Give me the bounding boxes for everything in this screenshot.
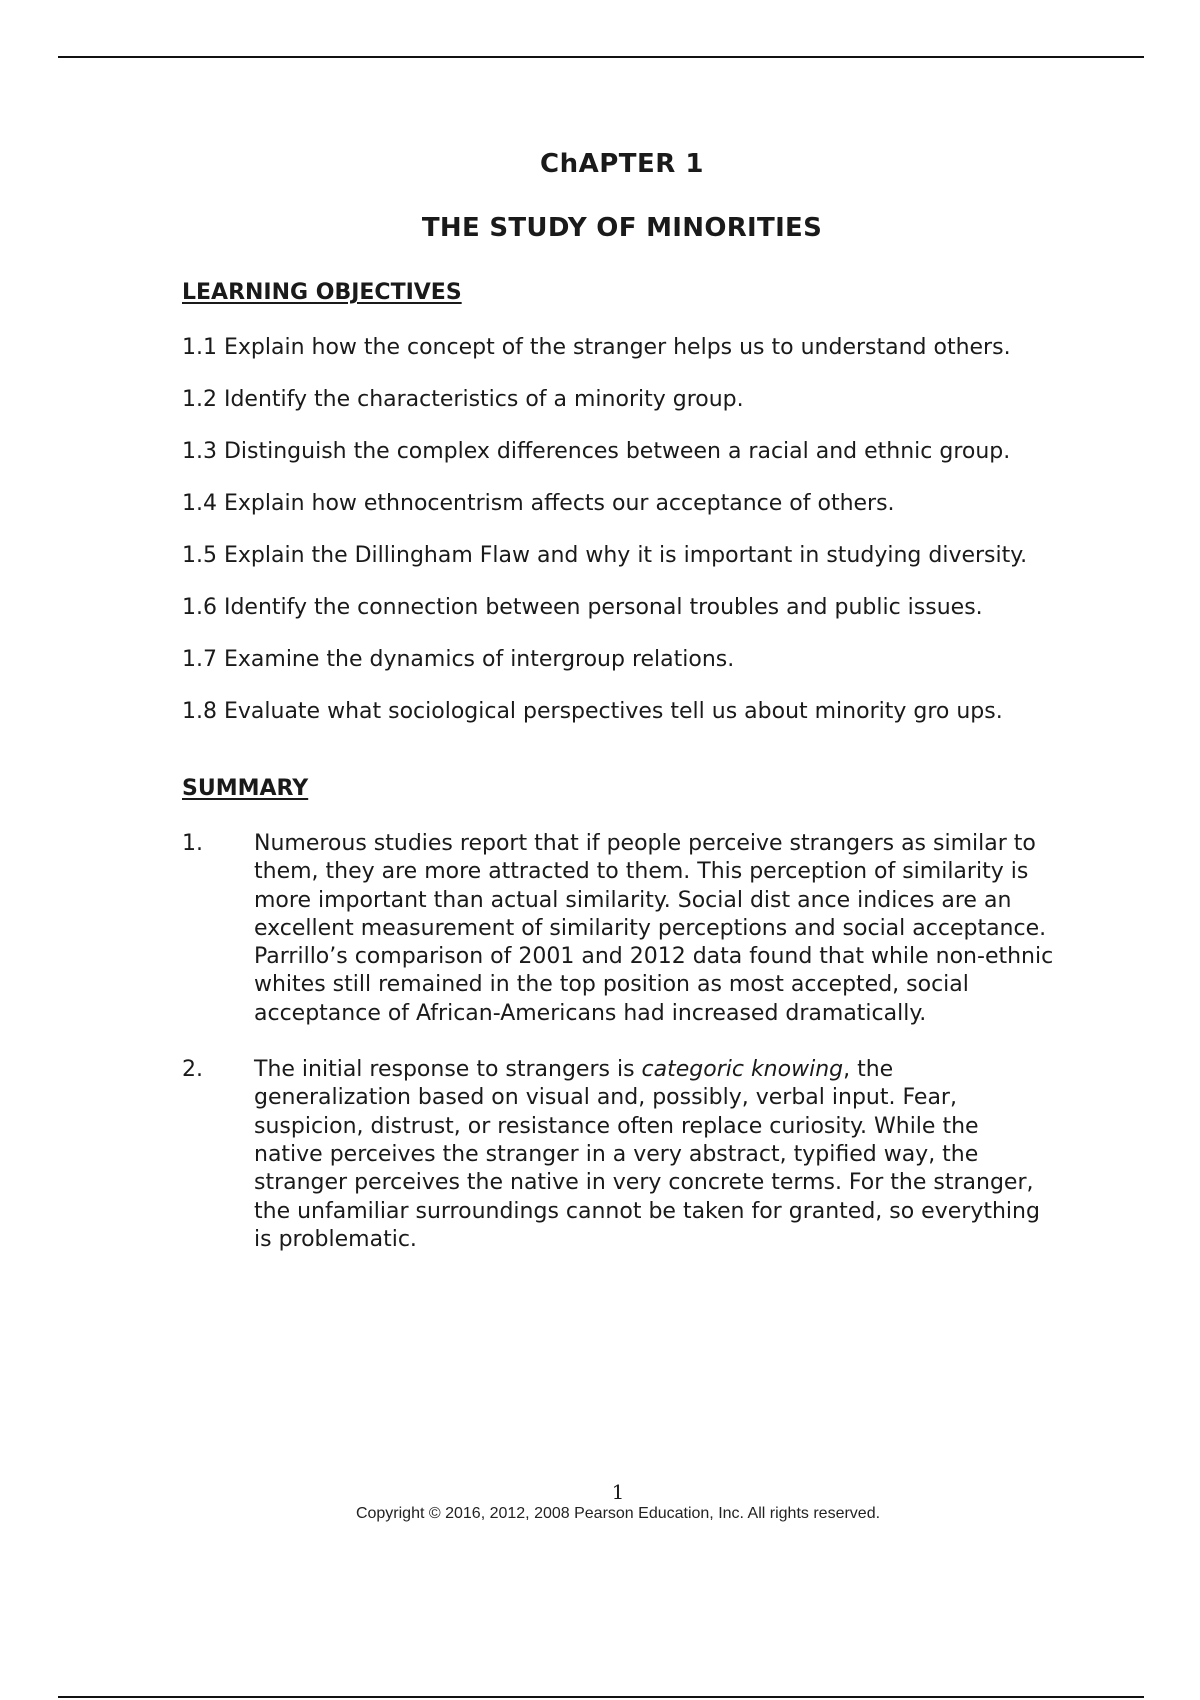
objective-item: 1.7 Examine the dynamics of intergroup relations. (182, 647, 735, 672)
objective-item: 1.2 Identify the characteristics of a minority group. (182, 387, 744, 412)
objective-item: 1.8 Evaluate what sociological perspectives tell us about minority gro ups. (182, 699, 1003, 724)
chapter-number: ChAPTER 1 (540, 149, 704, 179)
summary-list (182, 830, 1062, 1254)
copyright-notice: Copyright © 2016, 2012, 2008 Pearson Education, Inc. All rights reserved. (355, 1505, 881, 1522)
learning-objectives-list (182, 334, 1062, 726)
chapter-title: THE STUDY OF MINORITIES (421, 213, 823, 243)
learning-objectives-heading: LEARNING OBJECTIVES (182, 280, 462, 305)
top-rule (58, 56, 1144, 58)
objective-item: 1.4 Explain how ethnocentrism affects our acceptance of others. (182, 491, 895, 516)
bottom-rule (58, 1696, 1144, 1698)
summary-item-text: Numerous studies report that if people perceive strangers as similar to them, they are more attracted to them. This perception of similarity is more important than actual similarity. Social dist ance indices are an excellent measurement of similarity perceptions and social acceptance. Parrillo’s comparison of 2001 and 2012 data found that while non-ethnic whites still remained in the top position as most accepted, social acceptance of African-Americans had increased dramatically. (254, 831, 1054, 1026)
summary-item (182, 830, 1054, 1028)
objective-item: 1.5 Explain the Dillingham Flaw and why it is important in studying diversity. (182, 543, 1028, 568)
summary-item-number: 1. (182, 831, 203, 856)
summary-item-term: categoric knowing (641, 1057, 844, 1083)
page-number: 1 (611, 1480, 625, 1504)
summary-item (182, 1056, 1054, 1254)
summary-item-text-lead: The initial response to strangers is (254, 1057, 642, 1083)
objective-item: 1.6 Identify the connection between personal troubles and public issues. (182, 595, 983, 620)
objective-item: 1.1 Explain how the concept of the stranger helps us to understand others. (182, 335, 1011, 360)
page-content (182, 140, 1062, 1282)
summary-item-text-rest: , the generalization based on visual and, possibly, verbal input. Fear, suspicion, distrust, or resistance often replace curiosity. While the native perceives the stranger in a very abstract, typified way, the stranger perceives the native in very concrete terms. For the stranger, the unfamiliar surroundings cannot be taken for granted, so everything is problematic. (254, 1057, 1040, 1252)
objective-item: 1.3 Distinguish the complex differences between a racial and ethnic group. (182, 439, 1011, 464)
summary-item-number: 2. (182, 1057, 203, 1083)
summary-heading: SUMMARY (182, 776, 309, 801)
